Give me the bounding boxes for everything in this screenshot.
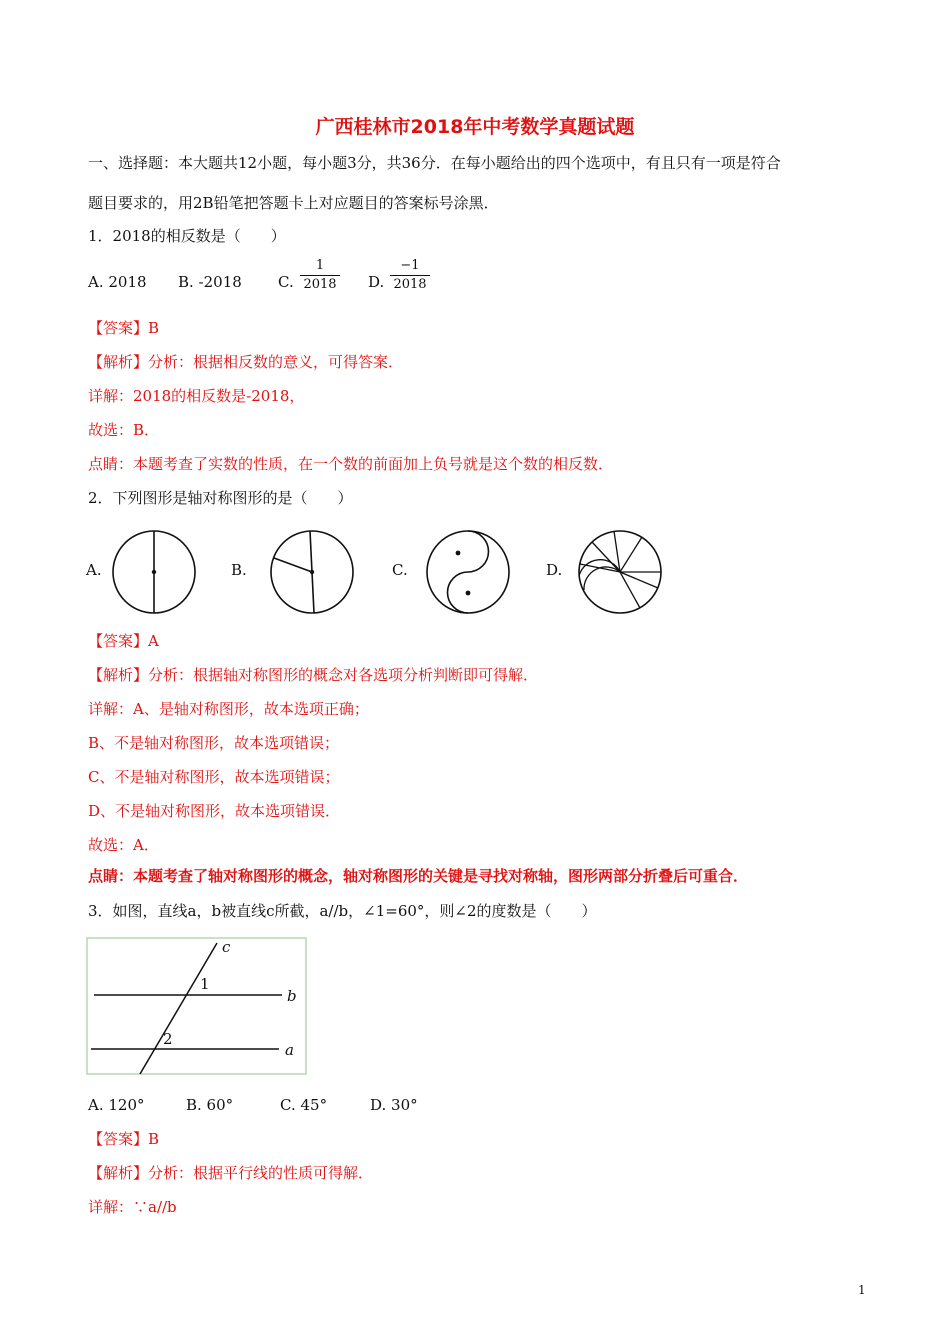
q2-option-c-label: C. [392, 561, 408, 579]
q2-figure-c-dot-lower [466, 591, 471, 596]
q2-choice: 故选：A． [88, 836, 159, 854]
section-instructions-line2: 题目要求的，用2B铅笔把答题卡上对应题目的答案标号涂黑． [88, 194, 499, 212]
q1-tip: 点睛：本题考查了实数的性质，在一个数的前面加上负号就是这个数的相反数． [88, 455, 614, 473]
q1-option-a: A. 2018 [88, 273, 147, 291]
q1-option-c-label: C. [278, 273, 294, 291]
q1-detail: 详解：2018的相反数是-2018， [88, 387, 305, 405]
q3-angle-2-label: 2 [163, 1030, 173, 1048]
q1-analysis: 【解析】分析：根据相反数的意义，可得答案． [88, 353, 404, 371]
q1-option-c-denominator: 2018 [303, 277, 337, 292]
q1-choice: 故选：B． [88, 421, 160, 439]
q1-option-b: B. -2018 [178, 273, 242, 291]
q1-option-d-label: D. [368, 273, 385, 291]
q2-question: 2．下列图形是轴对称图形的是（ ） [88, 489, 353, 507]
q3-detail: 详解：∵a//b [88, 1198, 177, 1216]
q1-option-d-numerator: −1 [390, 258, 430, 276]
q1-question: 1．2018的相反数是（ ） [88, 227, 286, 245]
q2-detail-c: C、不是轴对称图形，故本选项错误； [88, 768, 340, 786]
q3-option-d: D. 30° [370, 1096, 418, 1114]
q2-option-b-label: B. [231, 561, 247, 579]
q3-figure-frame [87, 938, 306, 1074]
q3-question: 3．如图，直线a，b被直线c所截，a//b，∠1=60°，则∠2的度数是（ ） [88, 902, 597, 920]
q2-option-a-label: A. [86, 561, 102, 579]
q1-option-d-denominator: 2018 [393, 277, 427, 292]
q2-figure-c-dot-upper [456, 551, 461, 556]
q2-figure-b [266, 528, 360, 616]
q3-answer: 【答案】B [88, 1130, 160, 1148]
q3-figure [86, 937, 308, 1077]
q2-detail-a: 详解：A、是轴对称图形，故本选项正确； [88, 700, 369, 718]
q1-option-c-fraction [300, 258, 340, 293]
q3-option-b: B. 60° [186, 1096, 234, 1114]
q3-analysis: 【解析】分析：根据平行线的性质可得解． [88, 1164, 374, 1182]
q2-figure-d-ray-5 [620, 572, 640, 608]
q1-answer: 【答案】B [88, 319, 160, 337]
q2-figure-a [108, 528, 202, 616]
q2-figure-b-radius [274, 558, 312, 572]
q2-figure-d-ray-4 [620, 537, 642, 572]
q3-label-c: c [222, 938, 231, 956]
q2-figure-c-s-curve [448, 531, 489, 613]
page-title: 广西桂林市2018年中考数学真题试题 [315, 116, 635, 138]
section-instructions-line1: 一、选择题：本大题共12小题，每小题3分，共36分．在每小题给出的四个选项中，有且只有一项是符合 [88, 154, 781, 172]
q3-angle-1-label: 1 [200, 975, 210, 993]
q2-analysis: 【解析】分析：根据轴对称图形的概念对各选项分析判断即可得解． [88, 666, 539, 684]
q3-line-c [140, 943, 217, 1074]
q3-label-b: b [287, 987, 297, 1005]
q2-answer: 【答案】A [88, 632, 159, 650]
q3-label-a: a [285, 1041, 294, 1059]
q1-option-c-numerator: 1 [300, 258, 340, 276]
q2-detail-d: D、不是轴对称图形，故本选项错误． [88, 802, 341, 820]
q2-figure-d-ray-6 [620, 572, 658, 588]
q2-figure-c [422, 528, 516, 616]
q2-figure-a-center-dot [152, 570, 156, 574]
q1-option-d-fraction [390, 258, 430, 293]
q2-detail-b: B、不是轴对称图形，故本选项错误； [88, 734, 340, 752]
q2-figure-b-center-dot [310, 570, 314, 574]
q2-option-d-label: D. [546, 561, 563, 579]
q3-option-a: A. 120° [88, 1096, 145, 1114]
q2-figure-d [574, 528, 668, 616]
q2-tip: 点睛：本题考查了轴对称图形的概念，轴对称图形的关键是寻找对称轴，图形两部分折叠后可重合． [88, 867, 749, 885]
page-number: 1 [858, 1283, 866, 1297]
q3-option-c: C. 45° [280, 1096, 328, 1114]
